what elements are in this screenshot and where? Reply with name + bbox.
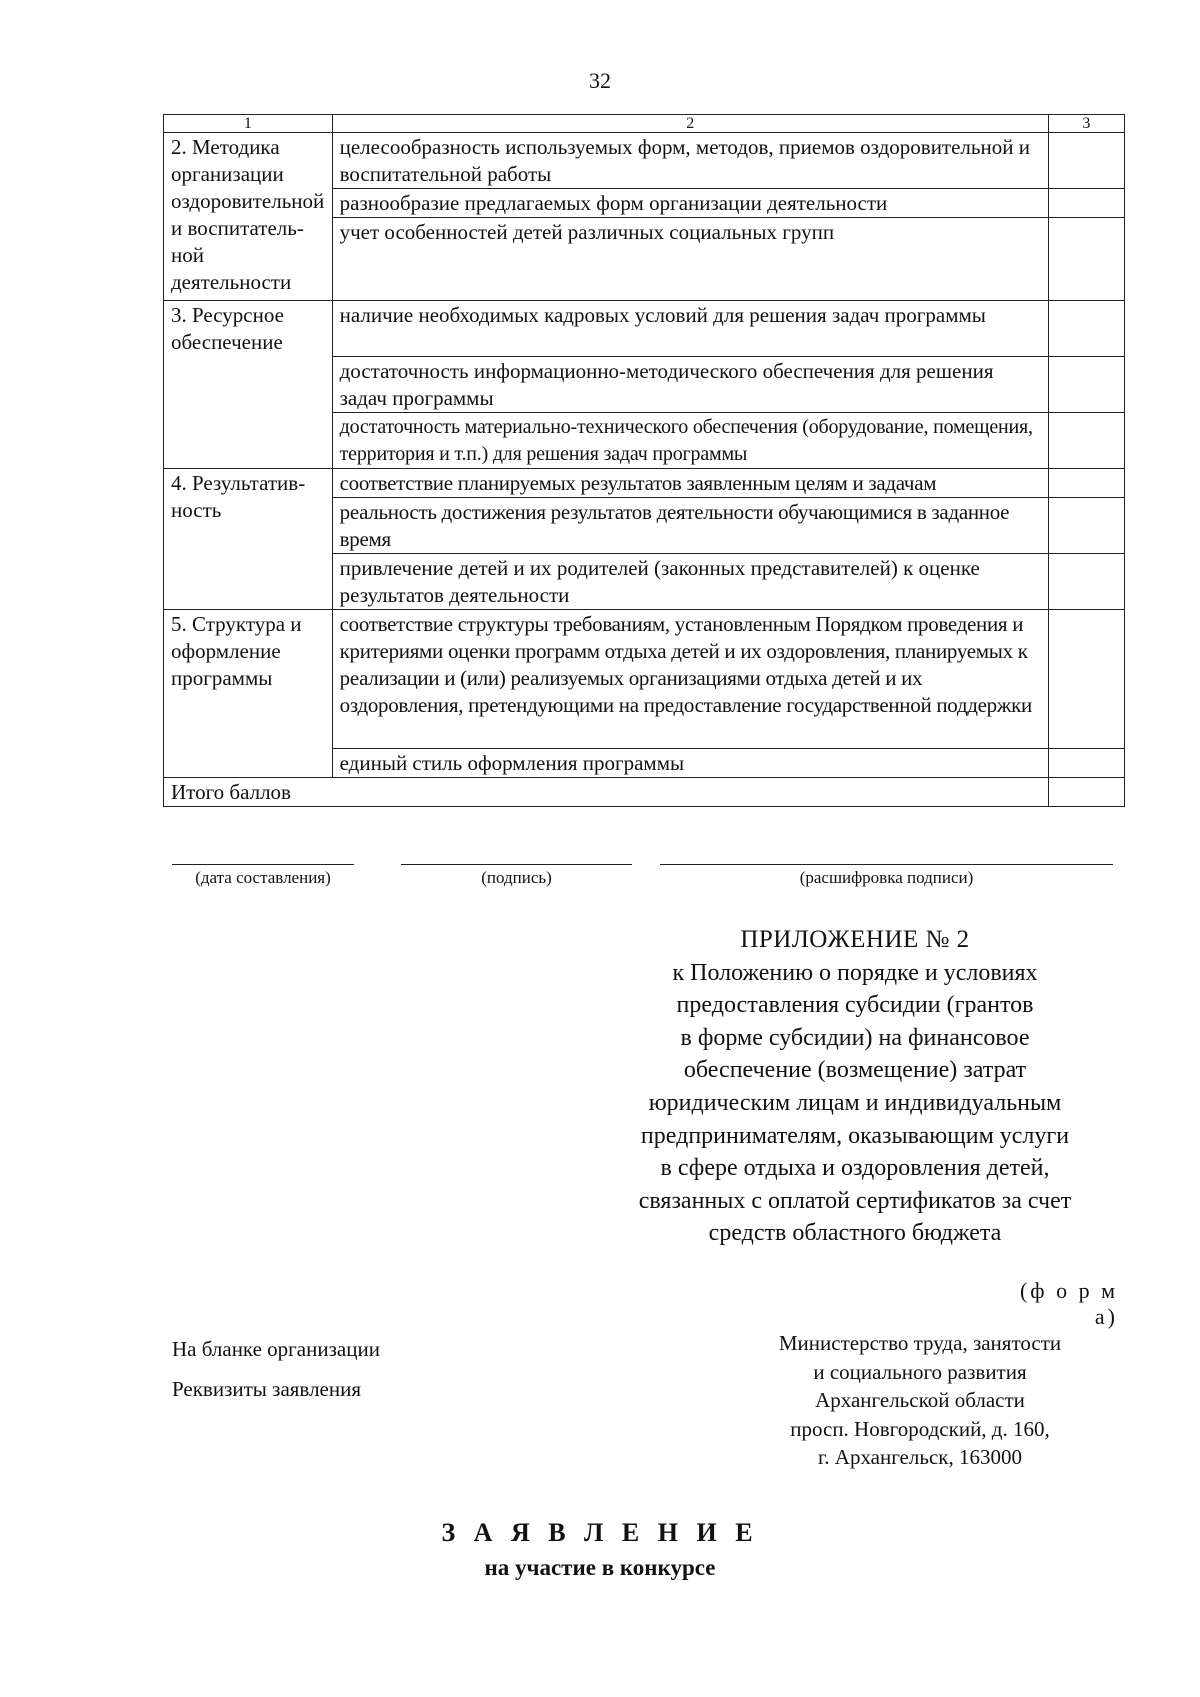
group-name-effectiveness: 4. Результатив-ность [164, 469, 333, 610]
score-cell [1048, 301, 1124, 357]
score-cell [1048, 554, 1124, 610]
appendix-line: к Положению о порядке и условиях [672, 959, 1038, 986]
letterhead-note: На бланке организации [172, 1337, 380, 1361]
appendix-line: предоставления субсидии (грантов [676, 992, 1034, 1019]
date-signature-line [172, 864, 354, 865]
date-caption: (дата составления) [195, 868, 331, 887]
appendix-line: в сфере отдыха и оздоровления детей, [660, 1155, 1050, 1182]
criterion-cell: разнообразие предлагаемых форм организации деятельности [332, 189, 1048, 218]
appendix-line: средств областного бюджета [708, 1220, 1002, 1247]
signature-line [401, 864, 632, 865]
score-cell [1048, 133, 1124, 189]
score-cell [1048, 469, 1124, 498]
criterion-cell: наличие необходимых кадровых условий для решения задач программы [332, 301, 1048, 357]
recipient-address [740, 1329, 1100, 1472]
appendix-header [590, 924, 1120, 1250]
appendix-line: обеспечение (возмещение) затрат [683, 1057, 1027, 1084]
group-name-resources: 3. Ресурсное обеспечение [164, 301, 333, 469]
total-row [164, 778, 1125, 807]
appendix-line: юридическим лицам и индивидуальным [648, 1089, 1062, 1116]
evaluation-criteria-table [163, 114, 1125, 807]
score-cell [1048, 413, 1124, 469]
appendix-title: ПРИЛОЖЕНИЕ № 2 [740, 926, 970, 953]
criterion-cell: реальность достижения результатов деятельности обучающимися в заданное время [332, 498, 1048, 554]
table-row [164, 469, 1125, 498]
statement-title: З А Я В Л Е Н И Е [441, 1518, 759, 1547]
column-header-1: 1 [164, 115, 333, 133]
criterion-cell: учет особенностей детей различных социальных групп [332, 218, 1048, 301]
total-label: Итого баллов [164, 778, 1049, 807]
criterion-cell: соответствие планируемых результатов заявленным целям и задачам [332, 469, 1048, 498]
appendix-line: в форме субсидии) на финансовое [680, 1024, 1030, 1051]
table-row [164, 610, 1125, 749]
table-header-row [164, 115, 1125, 133]
column-header-2: 2 [332, 115, 1048, 133]
table-row [164, 301, 1125, 357]
score-cell [1048, 749, 1124, 778]
statement-subtitle: на участие в конкурсе [484, 1555, 716, 1580]
page-number: 32 [589, 68, 611, 93]
criterion-cell: достаточность материально-технического обеспечения (оборудование, помещения, территория и т.п.) для решения задач программы [332, 413, 1048, 469]
appendix-line: связанных с оплатой сертификатов за счет [638, 1187, 1072, 1214]
criterion-cell: привлечение детей и их родителей (законных представителей) к оценке результатов деятельности [332, 554, 1048, 610]
organization-block [172, 1329, 380, 1409]
score-cell [1048, 189, 1124, 218]
group-name-methodology: 2. Методика организации оздоровительной и воспитатель-ной деятельности [164, 133, 333, 301]
decode-signature-line [660, 864, 1113, 865]
criterion-cell: соответствие структуры требованиям, установленным Порядком проведения и критериями оценки программ отдыха детей и их оздоровления, планируемых к реализации и (или) реализуемых организациями отдыха детей и их оздоровления, претендующими на предоставление государственной поддержки [332, 610, 1048, 749]
statement-heading [0, 1515, 1200, 1585]
score-cell [1048, 498, 1124, 554]
decode-caption: (расшифровка подписи) [799, 868, 974, 887]
criterion-cell: целесообразность используемых форм, методов, приемов оздоровительной и воспитательной работы [332, 133, 1048, 189]
recipient-line: просп. Новгородский, д. 160, [790, 1416, 1050, 1441]
signature-caption: (подпись) [481, 868, 552, 887]
score-cell [1048, 610, 1124, 749]
score-cell [1048, 218, 1124, 301]
recipient-line: и социального развития [813, 1359, 1027, 1384]
appendix-line: предпринимателям, оказывающим услуги [640, 1122, 1070, 1149]
recipient-line: Архангельской области [815, 1388, 1025, 1412]
recipient-line: Министерство труда, занятости [778, 1331, 1062, 1355]
criterion-cell: единый стиль оформления программы [332, 749, 1048, 778]
recipient-line: г. Архангельск, 163000 [818, 1445, 1022, 1469]
total-score-cell [1048, 778, 1124, 807]
form-label: (ф о р м а) [1019, 1278, 1118, 1329]
table-row [164, 133, 1125, 189]
requisites-note: Реквизиты заявления [172, 1377, 361, 1401]
column-header-3: 3 [1048, 115, 1124, 133]
group-name-structure: 5. Структура и оформление программы [164, 610, 333, 778]
score-cell [1048, 357, 1124, 413]
criterion-cell: достаточность информационно-методического обеспечения для решения задач программы [332, 357, 1048, 413]
